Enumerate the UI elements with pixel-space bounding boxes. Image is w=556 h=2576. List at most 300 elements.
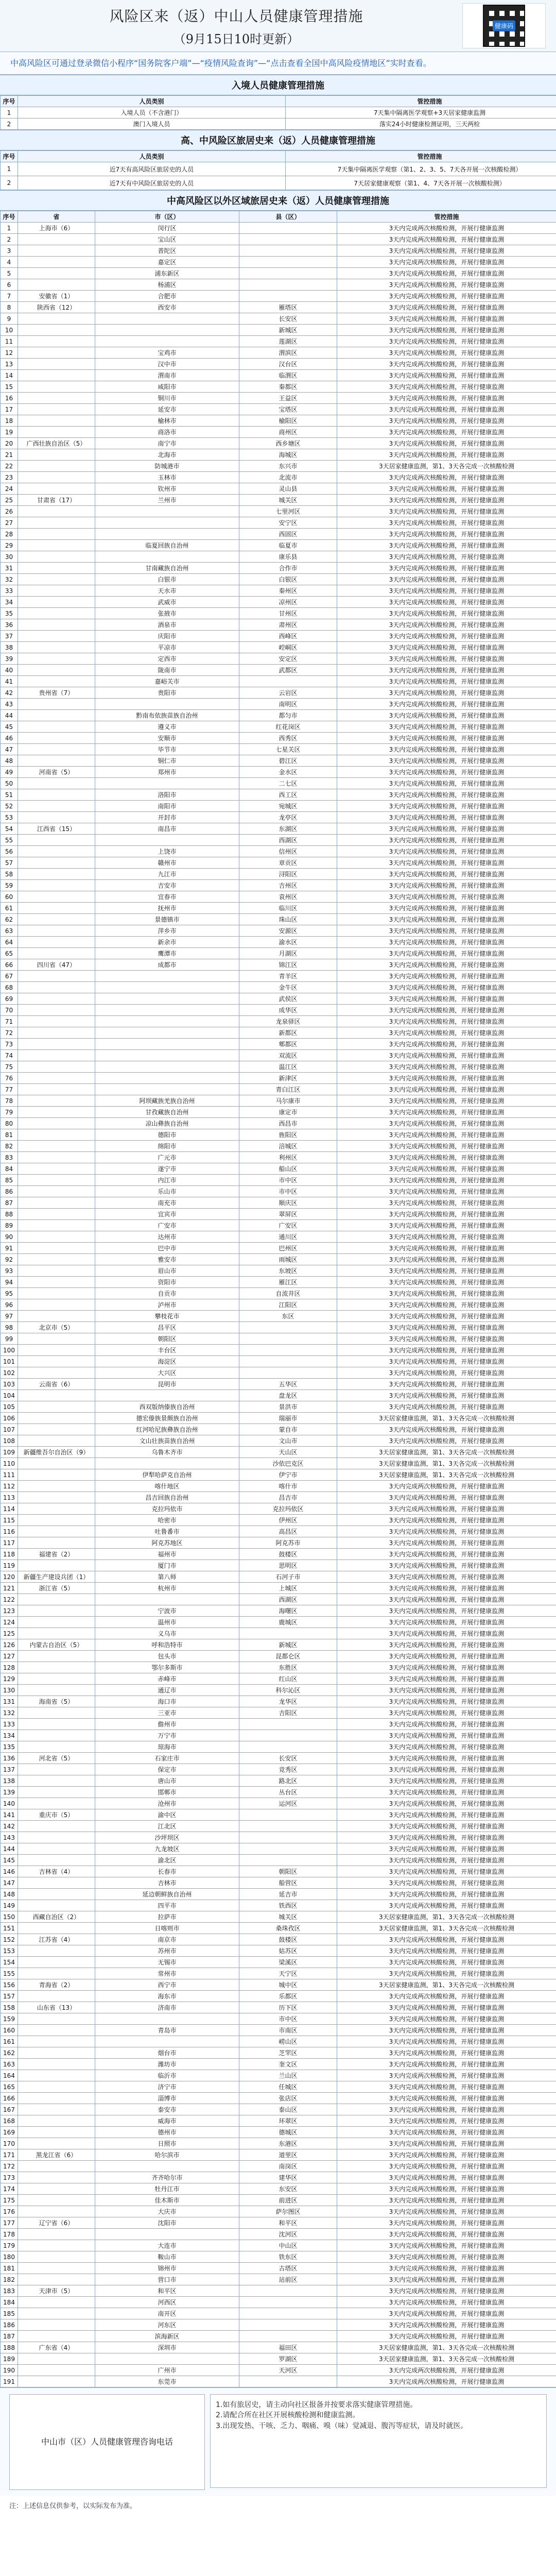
- low-risk-cell: [18, 1764, 95, 1775]
- low-risk-cell: 长春市: [95, 1866, 239, 1877]
- low-risk-row: [1, 1753, 556, 1764]
- low-risk-cell: 3天内完成两次核酸检测，开展行健康监测: [337, 1764, 556, 1775]
- low-risk-cell: 海南省（5）: [18, 1696, 95, 1707]
- low-risk-cell: [239, 1367, 337, 1379]
- low-risk-cell: 3天内完成两次核酸检测，开展行健康监测: [337, 1968, 556, 1979]
- low-risk-cell: 3天内完成两次核酸检测，开展行健康监测: [337, 846, 556, 857]
- low-risk-cell: 74: [1, 1050, 18, 1061]
- low-risk-cell: 秦州区: [239, 585, 337, 597]
- low-risk-cell: 17: [1, 404, 18, 415]
- low-risk-cell: 巴中市: [95, 1243, 239, 1254]
- low-risk-cell: 3天内完成两次核酸检测，开展行健康监测: [337, 1957, 556, 1968]
- low-risk-cell: [18, 789, 95, 801]
- low-risk-cell: [18, 325, 95, 336]
- low-risk-cell: 3天内完成两次核酸检测，开展行健康监测: [337, 1050, 556, 1061]
- low-risk-cell: 景洪市: [239, 1401, 337, 1413]
- inbound-table-body: [1, 107, 556, 130]
- low-risk-row: [1, 767, 556, 778]
- low-risk-cell: 庆阳市: [95, 631, 239, 642]
- low-risk-row: [1, 540, 556, 551]
- low-risk-cell: 凉州区: [239, 597, 337, 608]
- low-risk-cell: 海城区: [239, 449, 337, 461]
- low-risk-cell: [18, 1231, 95, 1243]
- low-risk-cell: 铁西区: [239, 1900, 337, 1911]
- inbound-cell: 澳门入境人员: [18, 118, 286, 130]
- low-risk-cell: 60: [1, 891, 18, 903]
- low-risk-cell: 136: [1, 1753, 18, 1764]
- low-risk-cell: [18, 2138, 95, 2149]
- low-risk-cell: 江西省（15）: [18, 823, 95, 835]
- low-risk-row: [1, 472, 556, 483]
- low-risk-cell: 3天内完成两次核酸检测，开展行健康监测: [337, 1016, 556, 1027]
- low-risk-cell: 3天内完成两次核酸检测，开展行健康监测: [337, 427, 556, 438]
- low-risk-cell: [18, 971, 95, 982]
- low-risk-row: [1, 676, 556, 687]
- low-risk-cell: 沈阳市: [95, 2217, 239, 2229]
- low-risk-cell: 鹿城区: [239, 1617, 337, 1628]
- low-risk-cell: 双流区: [239, 1050, 337, 1061]
- low-risk-cell: 3天内完成两次核酸检测，开展行健康监测: [337, 891, 556, 903]
- low-risk-cell: 87: [1, 1197, 18, 1209]
- low-risk-cell: 3天居家健康监测，第1、3天各完成一次核酸检测: [337, 1911, 556, 1923]
- low-risk-cell: 144: [1, 1843, 18, 1855]
- low-risk-cell: 西工区: [239, 789, 337, 801]
- low-risk-cell: 宝塔区: [239, 404, 337, 415]
- low-risk-cell: 3天内完成两次核酸检测，开展行健康监测: [337, 1118, 556, 1129]
- low-risk-cell: 山东省（13）: [18, 2002, 95, 2013]
- low-risk-row: [1, 789, 556, 801]
- low-risk-cell: 3天内完成两次核酸检测，开展行健康监测: [337, 2002, 556, 2013]
- low-risk-cell: 合肥市: [95, 291, 239, 302]
- low-risk-cell: 昆明市: [95, 1379, 239, 1390]
- low-risk-cell: 105: [1, 1401, 18, 1413]
- low-risk-cell: 伊犁哈萨克自治州: [95, 1469, 239, 1481]
- low-risk-cell: 189: [1, 2353, 18, 2365]
- low-risk-cell: 99: [1, 1333, 18, 1345]
- low-risk-row: [1, 631, 556, 642]
- low-risk-cell: [18, 2274, 95, 2285]
- low-risk-cell: 3天内完成两次核酸检测，开展行健康监测: [337, 676, 556, 687]
- low-risk-cell: 广元市: [95, 1152, 239, 1163]
- low-risk-row: [1, 415, 556, 427]
- low-risk-cell: 合作市: [239, 563, 337, 574]
- low-risk-cell: 58: [1, 869, 18, 880]
- low-risk-cell: 3天内完成两次核酸检测，开展行健康监测: [337, 2070, 556, 2081]
- low-risk-cell: 铁东区: [239, 2251, 337, 2263]
- low-risk-cell: 110: [1, 1458, 18, 1469]
- low-risk-cell: [18, 2025, 95, 2036]
- low-risk-cell: [18, 2263, 95, 2274]
- update-time: （9月15日10时更新）: [173, 31, 300, 46]
- low-risk-cell: 铜川市: [95, 393, 239, 404]
- consult-hotline: 中山市（区）人员健康管理咨询电话: [9, 2394, 205, 2490]
- low-risk-cell: [18, 1175, 95, 1186]
- low-risk-cell: 3天内完成两次核酸检测，开展行健康监测: [337, 2240, 556, 2251]
- low-risk-cell: 西宁市: [95, 1979, 239, 1991]
- low-risk-cell: 3天内完成两次核酸检测，开展行健康监测: [337, 1311, 556, 1322]
- low-risk-cell: 安宁区: [239, 517, 337, 529]
- low-risk-cell: [18, 1107, 95, 1118]
- low-risk-row: [1, 835, 556, 846]
- low-risk-cell: 3天内完成两次核酸检测，开展行健康监测: [337, 869, 556, 880]
- low-risk-cell: 南宁市: [95, 438, 239, 449]
- low-risk-cell: 龙泉驿区: [239, 1016, 337, 1027]
- low-risk-row: [1, 1175, 556, 1186]
- low-risk-cell: [239, 1345, 337, 1356]
- low-risk-cell: 167: [1, 2104, 18, 2115]
- low-risk-row: [1, 1186, 556, 1197]
- low-risk-row: [1, 461, 556, 472]
- low-risk-cell: 渝水区: [239, 937, 337, 948]
- low-risk-cell: [18, 449, 95, 461]
- low-risk-cell: 14: [1, 370, 18, 381]
- low-risk-row: [1, 1005, 556, 1016]
- low-risk-cell: 79: [1, 1107, 18, 1118]
- low-risk-row: [1, 563, 556, 574]
- low-risk-cell: 3天内完成两次核酸检测，开展行健康监测: [337, 279, 556, 291]
- low-risk-cell: 3天内完成两次核酸检测，开展行健康监测: [337, 268, 556, 279]
- low-risk-cell: 75: [1, 1061, 18, 1073]
- low-risk-row: [1, 2229, 556, 2240]
- low-risk-row: [1, 2172, 556, 2183]
- low-risk-cell: [95, 1594, 239, 1605]
- low-risk-row: [1, 2308, 556, 2319]
- low-risk-row: [1, 1152, 556, 1163]
- low-risk-row: [1, 1197, 556, 1209]
- low-risk-cell: [95, 699, 239, 710]
- low-risk-row: [1, 1775, 556, 1787]
- low-risk-row: [1, 1356, 556, 1367]
- low-risk-row: [1, 483, 556, 495]
- low-risk-cell: 49: [1, 767, 18, 778]
- low-risk-cell: 3: [1, 245, 18, 257]
- low-risk-cell: 上海市（6）: [18, 223, 95, 234]
- low-risk-cell: [18, 347, 95, 359]
- low-risk-cell: 广安市: [95, 1220, 239, 1231]
- low-risk-cell: 11: [1, 336, 18, 347]
- low-risk-cell: [95, 2161, 239, 2172]
- low-risk-row: [1, 1515, 556, 1526]
- low-risk-cell: [18, 1118, 95, 1129]
- low-risk-row: [1, 234, 556, 245]
- low-risk-cell: 42: [1, 687, 18, 699]
- low-risk-cell: [18, 1537, 95, 1549]
- low-risk-cell: 阿坝藏族羌族自治州: [95, 1095, 239, 1107]
- low-risk-row: [1, 1277, 556, 1288]
- low-risk-cell: 175: [1, 2195, 18, 2206]
- low-risk-cell: 3天内完成两次核酸检测，开展行健康监测: [337, 835, 556, 846]
- low-risk-cell: 高昌区: [239, 1526, 337, 1537]
- low-risk-cell: 174: [1, 2183, 18, 2195]
- high-mid-row: [1, 162, 556, 176]
- low-risk-cell: 3天内完成两次核酸检测，开展行健康监测: [337, 665, 556, 676]
- low-risk-cell: 3天内完成两次核酸检测，开展行健康监测: [337, 1503, 556, 1515]
- low-risk-row: [1, 1707, 556, 1719]
- low-risk-cell: 青白江区: [239, 1084, 337, 1095]
- low-risk-cell: 福田区: [239, 2342, 337, 2353]
- page-title: 风险区来（返）中山人员健康管理措施: [109, 7, 363, 25]
- low-risk-cell: 云南省（6）: [18, 1379, 95, 1390]
- low-risk-row: [1, 959, 556, 971]
- low-risk-cell: 乌鲁木齐市: [95, 1447, 239, 1458]
- low-risk-cell: 咸阳市: [95, 381, 239, 393]
- low-risk-cell: 丛台区: [239, 1787, 337, 1798]
- low-risk-cell: [18, 2070, 95, 2081]
- low-risk-row: [1, 687, 556, 699]
- low-risk-cell: [18, 257, 95, 268]
- low-risk-cell: 城关区: [239, 1911, 337, 1923]
- low-section-title: 中高风险区以外区域旅居史来（返）人员健康管理措施: [0, 190, 556, 211]
- low-risk-cell: [95, 1084, 239, 1095]
- low-risk-cell: 榆林市: [95, 415, 239, 427]
- low-risk-row: [1, 1809, 556, 1821]
- low-risk-row: [1, 869, 556, 880]
- high-mid-cell: 2: [1, 176, 18, 190]
- low-risk-cell: 3天内完成两次核酸检测，开展行健康监测: [337, 1220, 556, 1231]
- low-risk-cell: [18, 1016, 95, 1027]
- low-risk-cell: [95, 1073, 239, 1084]
- footer-notes: [210, 2394, 547, 2488]
- low-risk-cell: 福建省（2）: [18, 1549, 95, 1560]
- low-risk-cell: 3天内完成两次核酸检测，开展行健康监测: [337, 1583, 556, 1594]
- low-risk-cell: 73: [1, 1039, 18, 1050]
- low-risk-cell: 昌平区: [95, 1322, 239, 1333]
- footer-note-3: 3.出现发热、干咳、乏力、咽痛、嗅（味）觉减退、腹泻等症状，请及时就医。: [216, 2421, 468, 2430]
- low-risk-cell: [18, 1900, 95, 1911]
- low-risk-row: [1, 2059, 556, 2070]
- low-risk-cell: 27: [1, 517, 18, 529]
- low-risk-cell: 179: [1, 2240, 18, 2251]
- low-risk-cell: [18, 2127, 95, 2138]
- low-risk-cell: 金牛区: [239, 982, 337, 993]
- low-risk-cell: 3天内完成两次核酸检测，开展行健康监测: [337, 2161, 556, 2172]
- low-risk-cell: 昌吉市: [239, 1492, 337, 1503]
- low-risk-cell: 西安市: [95, 302, 239, 313]
- low-risk-cell: 瑞丽市: [239, 1413, 337, 1424]
- low-risk-cell: 凉山彝族自治州: [95, 1118, 239, 1129]
- low-risk-cell: 临渭区: [239, 370, 337, 381]
- low-risk-cell: 30: [1, 551, 18, 563]
- low-risk-row: [1, 812, 556, 823]
- low-risk-cell: 6: [1, 279, 18, 291]
- low-risk-cell: 闵行区: [95, 223, 239, 234]
- low-risk-cell: 德州市: [95, 2127, 239, 2138]
- low-risk-cell: 碧江区: [239, 755, 337, 767]
- low-risk-cell: [18, 234, 95, 245]
- low-risk-cell: 188: [1, 2342, 18, 2353]
- inbound-cell: 1: [1, 107, 18, 118]
- low-risk-cell: 邯郸市: [95, 1787, 239, 1798]
- low-risk-cell: 马尔康市: [239, 1095, 337, 1107]
- low-risk-cell: 137: [1, 1764, 18, 1775]
- low-risk-cell: 白银市: [95, 574, 239, 585]
- low-risk-cell: 克拉玛依市: [95, 1503, 239, 1515]
- low-risk-cell: [239, 1855, 337, 1866]
- table2-header-no: 序号: [1, 151, 18, 162]
- low-risk-cell: 3天内完成两次核酸检测，开展行健康监测: [337, 1095, 556, 1107]
- low-risk-row: [1, 982, 556, 993]
- low-risk-cell: [18, 2240, 95, 2251]
- low-risk-cell: [95, 2229, 239, 2240]
- low-risk-row: [1, 1617, 556, 1628]
- low-risk-cell: [18, 393, 95, 404]
- inbound-section-title: 入境人员健康管理措施: [0, 75, 556, 95]
- low-risk-cell: 78: [1, 1095, 18, 1107]
- low-risk-cell: 黑龙江省（6）: [18, 2149, 95, 2161]
- low-risk-cell: [239, 1730, 337, 1741]
- low-risk-cell: [95, 529, 239, 540]
- low-risk-cell: 广州市: [95, 2365, 239, 2376]
- low-risk-row: [1, 1957, 556, 1968]
- low-risk-cell: 104: [1, 1390, 18, 1401]
- low-risk-cell: 新城区: [239, 1639, 337, 1651]
- low-risk-cell: 朝阳区: [95, 1333, 239, 1345]
- low-risk-cell: 116: [1, 1526, 18, 1537]
- low-risk-row: [1, 427, 556, 438]
- low-risk-cell: [18, 1367, 95, 1379]
- low-risk-cell: [18, 835, 95, 846]
- low-risk-row: [1, 1741, 556, 1753]
- low-risk-cell: 3天内完成两次核酸检测，开展行健康监测: [337, 245, 556, 257]
- low-risk-cell: 3天内完成两次核酸检测，开展行健康监测: [337, 2331, 556, 2342]
- low-risk-cell: 郫都区: [239, 1039, 337, 1050]
- low-risk-cell: 3天内完成两次核酸检测，开展行健康监测: [337, 2149, 556, 2161]
- low-risk-cell: [18, 801, 95, 812]
- table1-header-category: 人员类别: [18, 96, 286, 107]
- low-risk-cell: [18, 1889, 95, 1900]
- low-risk-row: [1, 1889, 556, 1900]
- low-risk-cell: 3天内完成两次核酸检测，开展行健康监测: [337, 2229, 556, 2240]
- low-risk-cell: 包头市: [95, 1651, 239, 1662]
- low-risk-cell: 南阳市: [95, 801, 239, 812]
- low-risk-cell: 157: [1, 1991, 18, 2002]
- low-risk-row: [1, 1163, 556, 1175]
- low-risk-cell: 3天内完成两次核酸检测，开展行健康监测: [337, 789, 556, 801]
- low-risk-cell: 29: [1, 540, 18, 551]
- low-risk-cell: 4: [1, 257, 18, 268]
- low-risk-cell: [18, 404, 95, 415]
- low-risk-cell: 130: [1, 1685, 18, 1696]
- low-risk-cell: 71: [1, 1016, 18, 1027]
- low-risk-cell: 3天内完成两次核酸检测，开展行健康监测: [337, 1628, 556, 1639]
- low-risk-cell: 七星关区: [239, 744, 337, 755]
- low-risk-cell: 3天内完成两次核酸检测，开展行健康监测: [337, 959, 556, 971]
- low-risk-row: [1, 2013, 556, 2025]
- qr-code[interactable]: [462, 3, 546, 48]
- low-risk-cell: 新都区: [239, 1027, 337, 1039]
- low-risk-cell: 文山壮族苗族自治州: [95, 1435, 239, 1447]
- low-risk-cell: [18, 1435, 95, 1447]
- high-mid-cell: 近7天有中风险区旅居史的人员: [18, 176, 286, 190]
- low-risk-cell: [95, 993, 239, 1005]
- low-risk-cell: 55: [1, 835, 18, 846]
- low-risk-cell: [239, 1832, 337, 1843]
- low-risk-cell: 翠屏区: [239, 1209, 337, 1220]
- low-risk-cell: 齐齐哈尔市: [95, 2172, 239, 2183]
- low-risk-cell: 3天内完成两次核酸检测，开展行健康监测: [337, 313, 556, 325]
- low-risk-cell: 3天内完成两次核酸检测，开展行健康监测: [337, 1424, 556, 1435]
- low-risk-cell: 162: [1, 2047, 18, 2059]
- low-risk-cell: 二七区: [239, 778, 337, 789]
- low-risk-cell: 3天内完成两次核酸检测，开展行健康监测: [337, 2206, 556, 2217]
- low-risk-cell: 3天内完成两次核酸检测，开展行健康监测: [337, 2138, 556, 2149]
- low-risk-row: [1, 699, 556, 710]
- low-risk-cell: 3天内完成两次核酸检测，开展行健康监测: [337, 404, 556, 415]
- low-risk-cell: [95, 313, 239, 325]
- low-risk-cell: 浙江省（5）: [18, 1583, 95, 1594]
- low-risk-cell: 44: [1, 710, 18, 721]
- low-risk-cell: 和平区: [239, 2217, 337, 2229]
- low-risk-cell: 3天内完成两次核酸检测，开展行健康监测: [337, 937, 556, 948]
- low-risk-cell: [239, 223, 337, 234]
- low-risk-cell: 12: [1, 347, 18, 359]
- low-risk-row: [1, 1039, 556, 1050]
- low-risk-cell: [18, 359, 95, 370]
- low-risk-cell: [18, 1775, 95, 1787]
- low-risk-cell: 3天内完成两次核酸检测，开展行健康监测: [337, 710, 556, 721]
- low-risk-cell: [18, 2365, 95, 2376]
- low-risk-cell: 奎文区: [239, 2059, 337, 2070]
- low-risk-cell: 龙亭区: [239, 812, 337, 823]
- low-risk-cell: 安源区: [239, 925, 337, 937]
- low-risk-cell: 德宏傣族景颇族自治州: [95, 1413, 239, 1424]
- low-risk-cell: [18, 1685, 95, 1696]
- low-risk-cell: 3天内完成两次核酸检测，开展行健康监测: [337, 1821, 556, 1832]
- low-risk-cell: [18, 914, 95, 925]
- low-risk-cell: 遂宁市: [95, 1163, 239, 1175]
- low-risk-cell: 156: [1, 1979, 18, 1991]
- low-risk-cell: 渭南市: [95, 370, 239, 381]
- low-risk-cell: 3天内完成两次核酸检测，开展行健康监测: [337, 812, 556, 823]
- low-risk-cell: 绵阳市: [95, 1141, 239, 1152]
- low-risk-cell: 广安区: [239, 1220, 337, 1231]
- low-risk-cell: [18, 279, 95, 291]
- low-risk-cell: 3天居家健康监测，第1、3天各完成一次核酸检测: [337, 2342, 556, 2353]
- low-risk-cell: 160: [1, 2025, 18, 2036]
- low-risk-cell: [18, 2353, 95, 2365]
- low-risk-cell: [95, 1005, 239, 1016]
- low-risk-cell: 哈尔滨市: [95, 2149, 239, 2161]
- low-risk-cell: 定西市: [95, 653, 239, 665]
- low-risk-cell: 158: [1, 2002, 18, 2013]
- low-risk-row: [1, 1537, 556, 1549]
- low-risk-cell: 3天内完成两次核酸检测，开展行健康监测: [337, 1855, 556, 1866]
- low-risk-row: [1, 325, 556, 336]
- low-risk-cell: 贵阳市: [95, 687, 239, 699]
- low-risk-cell: 3天内完成两次核酸检测，开展行健康监测: [337, 393, 556, 404]
- low-risk-cell: 沙坪坝区: [95, 1832, 239, 1843]
- low-risk-cell: 3天内完成两次核酸检测，开展行健康监测: [337, 1299, 556, 1311]
- low-risk-cell: [18, 1458, 95, 1469]
- low-risk-cell: 1: [1, 223, 18, 234]
- low-risk-cell: 3天内完成两次核酸检测，开展行健康监测: [337, 2297, 556, 2308]
- risk-query-notice: 中高风险区可通过登录微信小程序“国务院客户端”—“疫情风险查询”—“点击查看全国中高风险疫情地区”实时查看。: [0, 52, 556, 75]
- low-risk-row: [1, 1254, 556, 1265]
- low-risk-cell: [18, 1651, 95, 1662]
- table3-header-measures: 管控措施: [337, 211, 556, 223]
- low-risk-cell: [239, 2297, 337, 2308]
- low-risk-row: [1, 993, 556, 1005]
- low-risk-cell: 康定市: [239, 1107, 337, 1118]
- low-risk-row: [1, 370, 556, 381]
- low-risk-cell: 内蒙古自治区（5）: [18, 1639, 95, 1651]
- low-risk-cell: 3天内完成两次核酸检测，开展行健康监测: [337, 1277, 556, 1288]
- low-risk-row: [1, 914, 556, 925]
- low-risk-cell: 江北区: [95, 1821, 239, 1832]
- low-risk-cell: 18: [1, 415, 18, 427]
- low-risk-cell: 3天内完成两次核酸检测，开展行健康监测: [337, 993, 556, 1005]
- low-risk-cell: 内江市: [95, 1175, 239, 1186]
